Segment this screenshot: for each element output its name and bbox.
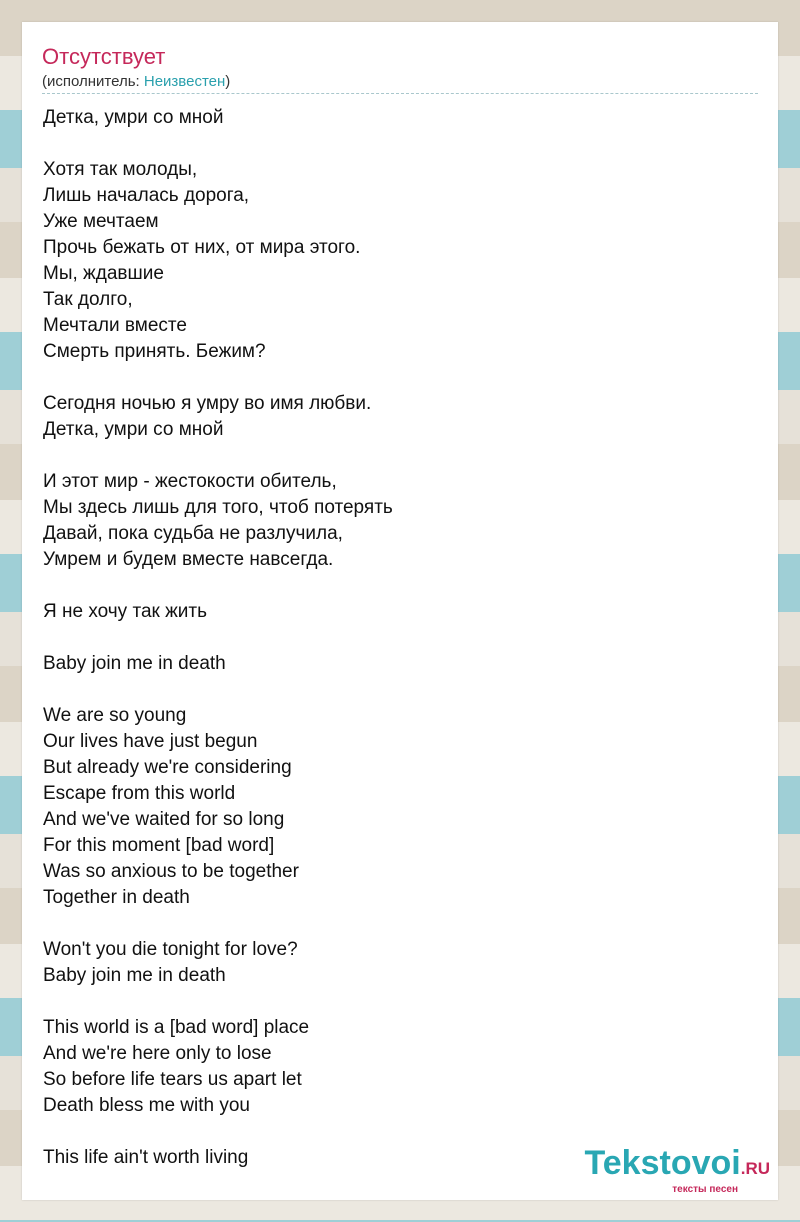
lyric-line: Детка, умри со мной: [43, 107, 224, 128]
lyrics-sheet: [22, 22, 778, 1200]
lyric-blank-line: [43, 573, 743, 599]
lyric-line: This life ain't worth living: [43, 1147, 249, 1168]
lyric-line: This world is a [bad word] place: [43, 1017, 310, 1038]
site-logo[interactable]: [585, 1146, 770, 1195]
lyric-blank-line: [43, 1119, 743, 1145]
lyric-blank-line: [43, 911, 743, 937]
lyric-line: Our lives have just begun: [43, 731, 258, 752]
lyric-line: Давай, пока судьба не разлучила,: [43, 523, 343, 544]
artist-link[interactable]: Неизвестен: [143, 73, 226, 90]
lyric-line: Death bless me with you: [43, 1095, 250, 1116]
lyric-line: And we're here only to lose: [43, 1043, 272, 1064]
logo-tagline: тексты песен: [672, 1184, 738, 1195]
lyric-line: Так долго,: [43, 289, 133, 310]
lyric-line: Together in death: [43, 887, 190, 908]
lyric-blank-line: [43, 365, 743, 391]
lyric-blank-line: [43, 625, 743, 651]
lyric-line: And we've waited for so long: [43, 809, 285, 830]
lyric-line: Я не хочу так жить: [43, 601, 208, 622]
lyric-line: For this moment [bad word]: [43, 835, 275, 856]
lyric-line: Хотя так молоды,: [43, 159, 198, 180]
song-title: Отсутствует: [42, 44, 166, 69]
lyric-line: Детка, умри со мной: [43, 419, 224, 440]
lyric-blank-line: [43, 677, 743, 703]
artist-suffix: ): [225, 73, 231, 90]
lyric-line: Прочь бежать от них, от мира этого.: [43, 237, 361, 258]
lyric-line: Мечтали вместе: [43, 315, 187, 336]
lyric-blank-line: [43, 989, 743, 1015]
artist-line: [42, 73, 230, 91]
lyric-line: But already we're considering: [43, 757, 292, 778]
lyric-line: Baby join me in death: [43, 653, 226, 674]
logo-tld: .RU: [740, 1159, 770, 1178]
artist-prefix: (исполнитель:: [42, 73, 144, 90]
lyric-line: Умрем и будем вместе навсегда.: [43, 549, 334, 570]
lyric-line: Смерть принять. Бежим?: [43, 341, 266, 362]
lyric-line: Сегодня ночью я умру во имя любви.: [43, 393, 372, 414]
lyric-line: Escape from this world: [43, 783, 236, 804]
lyric-line: So before life tears us apart let: [43, 1069, 302, 1090]
lyric-line: Won't you die tonight for love?: [43, 939, 298, 960]
lyric-line: Baby join me in death: [43, 965, 226, 986]
lyric-line: И этот мир - жестокости обитель,: [43, 471, 337, 492]
lyric-blank-line: [43, 131, 743, 157]
lyric-line: Мы, ждавшие: [43, 263, 164, 284]
lyric-line: Лишь началась дорога,: [43, 185, 250, 206]
logo-name: Tekstovoi: [584, 1144, 741, 1182]
divider: [42, 93, 758, 94]
lyric-blank-line: [43, 443, 743, 469]
lyric-line: We are so young: [43, 705, 187, 726]
lyric-line: Мы здесь лишь для того, чтоб потерять: [43, 497, 393, 518]
lyrics-text: [43, 105, 743, 1171]
lyric-line: Уже мечтаем: [43, 211, 159, 232]
lyric-line: Was so anxious to be together: [43, 861, 299, 882]
